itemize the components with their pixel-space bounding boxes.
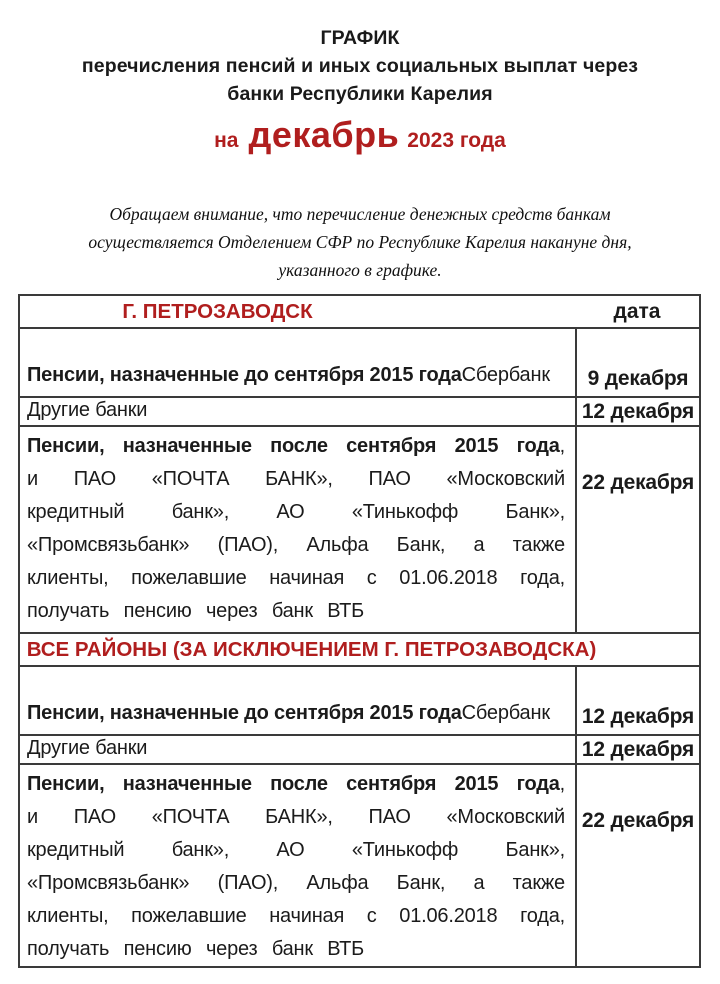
row-date-cell: 12 декабря [575, 667, 699, 734]
title-line-1: ГРАФИК [320, 27, 400, 49]
table-row [20, 765, 699, 966]
table-row [20, 398, 699, 427]
table-row [20, 329, 699, 398]
section-header-row-petrozavodsk [20, 296, 699, 329]
row-label-cell [20, 736, 575, 763]
row-label-cell [20, 329, 575, 396]
row-date-cell: 22 декабря [575, 427, 699, 632]
row-label-rest: , и ПАО «ПОЧТА БАНК», ПАО «Московский кредитный банк», АО «Тинькофф Банк», «Промсвязьбанк» (ПАО), Альфа Банк, а также клиенты, пожелавшие начиная с 01.06.2018 года, получать пенсию через банк ВТБ [27, 435, 565, 622]
table-row [20, 736, 699, 765]
subtitle-year: 2023 года [407, 129, 506, 152]
row-label-cell [20, 398, 575, 425]
row-label-cell [20, 427, 575, 632]
document-title [0, 24, 720, 108]
section-header-all-districts: ВСЕ РАЙОНЫ (ЗА ИСКЛЮЧЕНИЕМ Г. ПЕТРОЗАВОДСКА) [26, 637, 597, 661]
row-date-cell: 12 декабря [575, 398, 699, 425]
section-header-row-all-districts [20, 634, 699, 667]
title-line-3: банки Республики Карелия [227, 83, 493, 105]
date-column-header: дата [613, 299, 661, 323]
row-label-rest: Другие банки [27, 399, 148, 421]
subtitle-month: декабрь [248, 114, 400, 155]
row-label-rest: Сбербанк [461, 364, 550, 386]
row-label-bold: Пенсии, назначенные до сентября 2015 года [27, 364, 462, 386]
row-label-bold: Пенсии, назначенные после сентября 2015 года [27, 773, 560, 795]
payment-schedule-table [18, 294, 701, 968]
row-date-cell: 22 декабря [575, 765, 699, 966]
row-label-bold: Пенсии, назначенные после сентября 2015 года [27, 435, 560, 457]
title-line-2: перечисления пенсий и иных социальных выплат через [81, 55, 639, 77]
notice-text: Обращаем внимание, что перечисление денежных средств банкам осуществляется Отделением СФР по Республике Карелия накануне дня, указанного в графике. [88, 204, 632, 280]
section-header-petrozavodsk: Г. ПЕТРОЗАВОДСК [122, 299, 313, 323]
table-row [20, 667, 699, 736]
row-label-bold: Пенсии, назначенные до сентября 2015 года [27, 702, 462, 724]
row-label-rest: Сбербанк [461, 702, 550, 724]
row-label-cell [20, 765, 575, 966]
row-date-cell: 9 декабря [575, 329, 699, 396]
row-label-rest: , и ПАО «ПОЧТА БАНК», ПАО «Московский кредитный банк», АО «Тинькофф Банк», «Промсвязьбанк» (ПАО), Альфа Банк, а также клиенты, пожелавшие начиная с 01.06.2018 года, получать пенсию через банк ВТБ [27, 773, 565, 960]
table-row [20, 427, 699, 634]
row-label-rest: Другие банки [27, 737, 148, 759]
subtitle-month-line [0, 112, 720, 158]
subtitle-prefix: на [214, 129, 239, 152]
row-date-cell: 12 декабря [575, 736, 699, 763]
row-label-cell [20, 667, 575, 734]
